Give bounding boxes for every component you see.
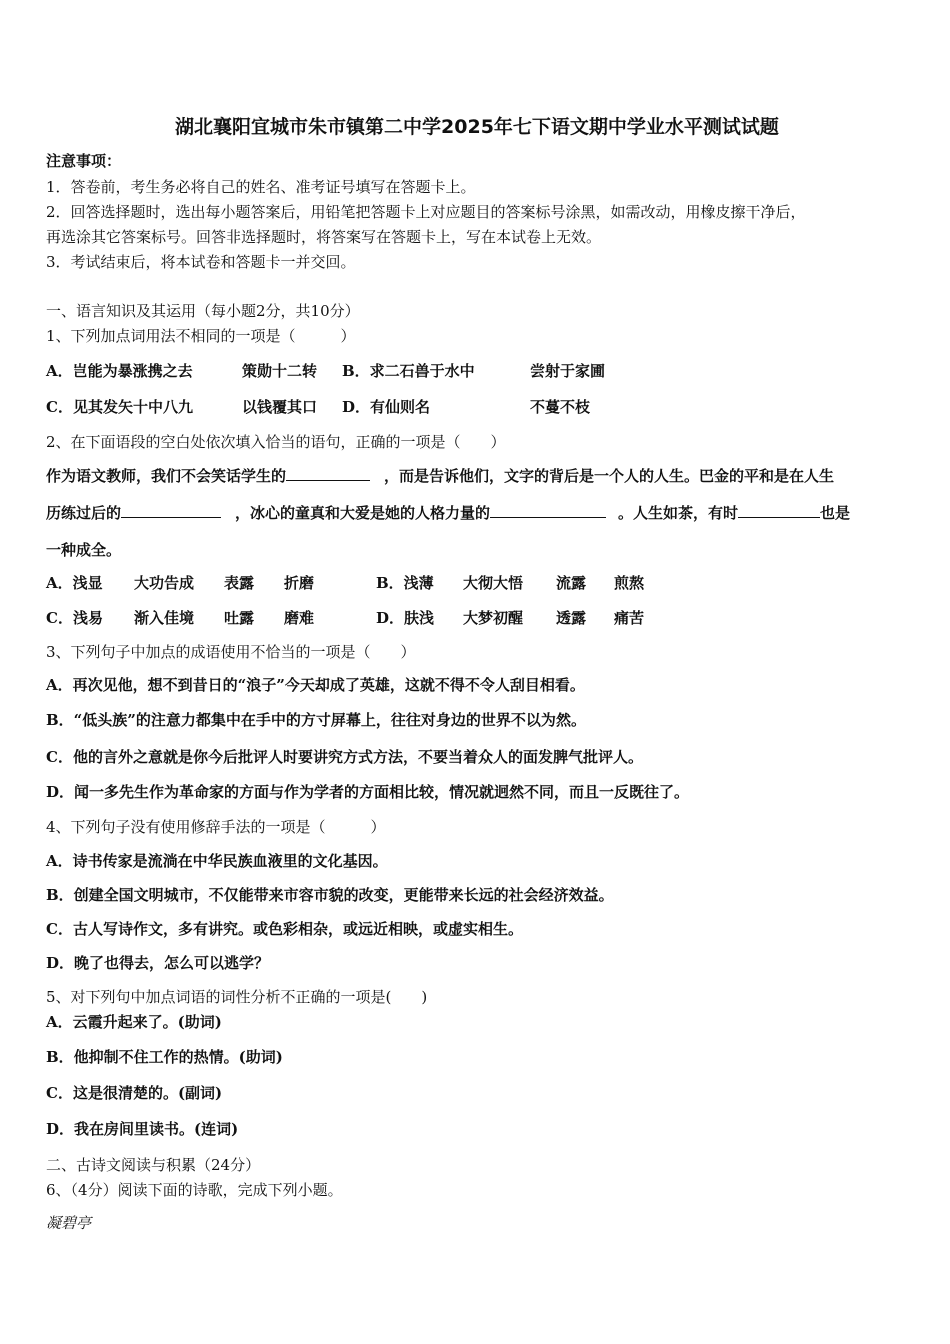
notice-heading: 注意事项：: [46, 152, 122, 170]
option-a: A．浅显: [46, 574, 103, 592]
option-word: 透露: [556, 609, 587, 627]
option-a-pair: 策勋十二转: [242, 362, 318, 380]
passage-text: 作为语文教师，我们不会笑话学生的: [46, 467, 287, 485]
option-d-pair: 不蔓不枝: [530, 398, 591, 416]
question-stem: 1、下列加点词用法不相同的一项是（ ）: [46, 327, 356, 345]
option-word: 大功告成: [134, 574, 195, 592]
passage-text: ，而是告诉他们，文字的背后是一个人的人生。巴金的平和是在人生: [384, 467, 835, 485]
option-word: 渐入佳境: [134, 609, 195, 627]
passage-text: 也是: [820, 504, 851, 522]
option-word: 折磨: [284, 574, 315, 592]
option-d: D．有仙则名: [342, 398, 431, 416]
notice-item: 2．回答选择题时，选出每小题答案后，用铅笔把答题卡上对应题目的答案标号涂黑，如需改动，用橡皮擦干净后，: [46, 203, 806, 221]
answer-blank[interactable]: [121, 503, 221, 518]
question-stem: 3、下列句子中加点的成语使用不恰当的一项是（ ）: [46, 643, 416, 661]
option-a: A．再次见他，想不到昔日的“浪子”今天却成了英雄，这就不得不令人刮目相看。: [46, 676, 585, 694]
page-title: 湖北襄阳宜城市朱市镇第二中学2025年七下语文期中学业水平测试试题: [175, 116, 779, 138]
option-word: 大彻大悟: [463, 574, 524, 592]
option-c: C．浅易: [46, 609, 103, 627]
option-b: B．他抑制不住工作的热情。(助词): [46, 1048, 283, 1066]
passage-text: 。人生如茶，有时: [618, 504, 739, 522]
passage-text: ，冰心的童真和大爱是她的人格力量的: [235, 504, 491, 522]
option-b-pair: 尝射于家圃: [530, 362, 606, 380]
section-heading: 二、古诗文阅读与积累（24分）: [46, 1156, 261, 1174]
option-a: A．云霞升起来了。(助词): [46, 1013, 222, 1031]
option-a: A．岂能为暴涨携之去: [46, 362, 193, 380]
passage-line: 一种成全。: [46, 541, 122, 559]
option-b: B．“低头族”的注意力都集中在手中的方寸屏幕上，往往对身边的世界不以为然。: [46, 711, 586, 729]
option-word: 表露: [224, 574, 255, 592]
notice-item: 1．答卷前，考生务必将自己的姓名、准考证号填写在答题卡上。: [46, 178, 476, 196]
option-b: B．浅薄: [376, 574, 434, 592]
option-word: 煎熬: [614, 574, 645, 592]
option-c: C．古人写诗作文，多有讲究。或色彩相杂，或远近相映，或虚实相生。: [46, 920, 523, 938]
option-c: C．见其发矢十中八九: [46, 398, 193, 416]
passage-line: [46, 466, 834, 486]
question-stem: 4、下列句子没有使用修辞手法的一项是（ ）: [46, 818, 386, 836]
option-d: D．肤浅: [376, 609, 435, 627]
answer-blank[interactable]: [490, 503, 606, 518]
option-d: D．闻一多先生作为革命家的方面与作为学者的方面相比较，情况就迥然不同，而且一反既往了。: [46, 783, 690, 801]
option-d: D．我在房间里读书。(连词): [46, 1120, 239, 1138]
option-word: 痛苦: [614, 609, 645, 627]
notice-item: 再选涂其它答案标号。回答非选择题时，将答案写在答题卡上，写在本试卷上无效。: [46, 228, 602, 246]
notice-item: 3．考试结束后，将本试卷和答题卡一并交回。: [46, 253, 356, 271]
answer-blank[interactable]: [286, 466, 370, 481]
option-c: C．他的言外之意就是你今后批评人时要讲究方式方法，不要当着众人的面发脾气批评人。: [46, 748, 643, 766]
question-stem: 5、对下列句中加点词语的词性分析不正确的一项是( ): [46, 988, 428, 1006]
option-c-pair: 以钱覆其口: [242, 398, 318, 416]
option-word: 磨难: [284, 609, 315, 627]
option-b: B．求二石兽于水中: [342, 362, 475, 380]
answer-blank[interactable]: [738, 503, 820, 518]
option-word: 大梦初醒: [463, 609, 524, 627]
question-stem: 2、在下面语段的空白处依次填入恰当的语句，正确的一项是（ ）: [46, 433, 506, 451]
passage-text: 历练过后的: [46, 504, 122, 522]
option-word: 流露: [556, 574, 587, 592]
option-word: 吐露: [224, 609, 255, 627]
option-a: A．诗书传家是流淌在中华民族血液里的文化基因。: [46, 852, 388, 870]
question-stem: 6、（4分）阅读下面的诗歌，完成下列小题。: [46, 1181, 343, 1199]
poem-title: 凝碧亭: [46, 1214, 92, 1232]
option-b: B．创建全国文明城市，不仅能带来市容市貌的改变，更能带来长远的社会经济效益。: [46, 886, 614, 904]
option-d: D．晚了也得去，怎么可以逃学？: [46, 954, 270, 972]
section-heading: 一、语言知识及其运用（每小题2分，共10分）: [46, 302, 360, 320]
passage-line: [46, 503, 850, 523]
option-c: C．这是很清楚的。(副词): [46, 1084, 223, 1102]
